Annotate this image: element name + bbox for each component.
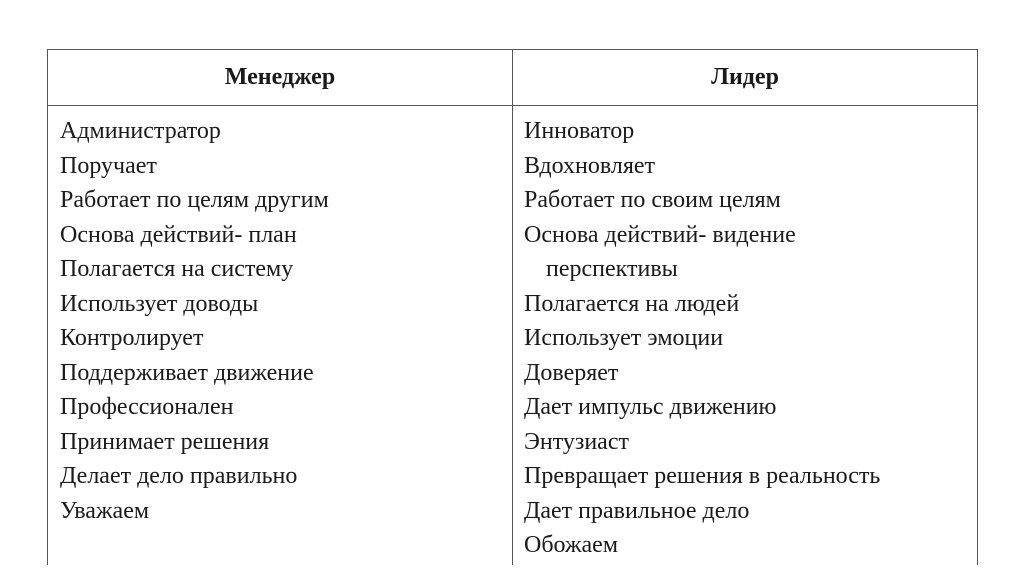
manager-item: Полагается на систему xyxy=(60,256,294,282)
header-manager: Менеджер xyxy=(224,64,336,90)
manager-item: Поручает xyxy=(60,152,157,179)
leader-item: Превращает решения в реальность xyxy=(524,463,881,489)
leader-column xyxy=(524,114,964,563)
manager-item: Работает по целям другим xyxy=(60,187,329,213)
leader-item: Основа действий- видение xyxy=(524,221,796,248)
column-divider xyxy=(512,50,513,565)
leader-item: Обожаем xyxy=(524,532,619,558)
leader-item: Вдохновляет xyxy=(524,152,656,179)
leader-item: Использует эмоции xyxy=(524,325,724,351)
comparison-table xyxy=(47,49,978,565)
manager-item: Профессионален xyxy=(60,394,234,420)
leader-item: Доверяет xyxy=(524,359,619,386)
manager-item: Делает дело правильно xyxy=(60,463,298,489)
leader-item: Дает импульс движению xyxy=(524,394,777,420)
manager-item: Использует доводы xyxy=(60,290,259,317)
manager-item: Уважаем xyxy=(60,497,150,524)
leader-item: Дает правильное дело xyxy=(524,497,750,524)
leader-item: Энтузиаст xyxy=(524,428,629,455)
manager-item: Принимает решения xyxy=(60,428,270,455)
header-divider xyxy=(48,105,977,106)
leader-item: Работает по своим целям xyxy=(524,187,781,213)
leader-item-continuation: перспективы xyxy=(546,256,678,282)
manager-column xyxy=(60,114,500,528)
manager-item: Администратор xyxy=(60,118,221,144)
manager-item: Основа действий- план xyxy=(60,221,297,248)
leader-item: Полагается на людей xyxy=(524,290,740,317)
leader-item: Инноватор xyxy=(524,118,635,144)
header-leader: Лидер xyxy=(711,64,779,90)
manager-item: Поддерживает движение xyxy=(60,359,314,386)
manager-item: Контролирует xyxy=(60,325,204,351)
